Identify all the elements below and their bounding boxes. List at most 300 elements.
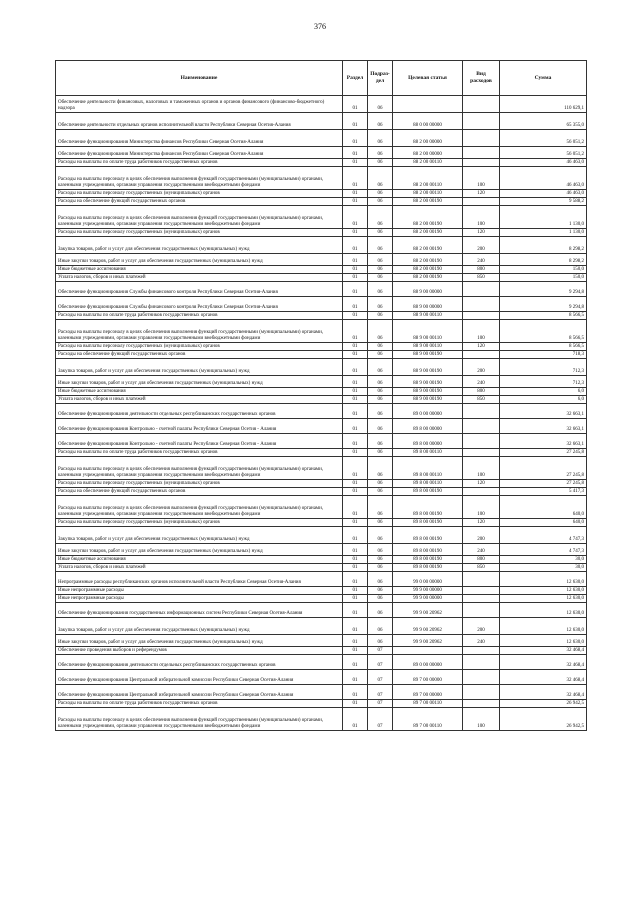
row-name: Расходы на обеспечение функций государственных органов [56, 198, 343, 206]
row-target: 89 0 00 00000 [393, 404, 463, 419]
row-name: Расходы на выплаты персоналу в целях обеспечения выполнения функций государственными (муниципальными) органами, казенными учреждениями, органами управления государственными внебюджетными фондами [56, 206, 343, 229]
row-target: 89 8 00 00190 [393, 488, 463, 496]
row-section: 01 [343, 96, 368, 113]
row-name: Обеспечение функционирования Контрольно - счетной палаты Республики Северная Осетия - Алания [56, 419, 343, 434]
row-subsection: 06 [368, 376, 393, 388]
row-exp-type [463, 113, 500, 130]
row-subsection: 07 [368, 700, 393, 708]
table-row [56, 618, 587, 635]
row-subsection: 06 [368, 396, 393, 404]
row-exp-type: 240 [463, 254, 500, 266]
table-row [56, 564, 587, 572]
row-target: 89 8 00 00190 [393, 496, 463, 519]
row-sum: 26 942,5 [500, 700, 587, 708]
row-section: 01 [343, 206, 368, 229]
row-target: 89 7 00 00000 [393, 685, 463, 700]
row-target: 88 2 00 00190 [393, 274, 463, 282]
row-subsection: 06 [368, 419, 393, 434]
row-sum: 4 747,3 [500, 527, 587, 544]
row-section: 01 [343, 167, 368, 190]
table-row [56, 708, 587, 731]
row-target: 88 9 00 00000 [393, 297, 463, 312]
row-section: 01 [343, 297, 368, 312]
row-section: 01 [343, 647, 368, 655]
row-section: 01 [343, 595, 368, 603]
row-exp-type: 200 [463, 618, 500, 635]
row-subsection: 06 [368, 480, 393, 488]
row-sum: 32 468,4 [500, 647, 587, 655]
row-subsection: 06 [368, 519, 393, 527]
row-section: 01 [343, 388, 368, 396]
row-name: Расходы на выплаты персоналу государственных (муниципальных) органов [56, 229, 343, 237]
row-sum: 9 588,2 [500, 198, 587, 206]
row-sum: 9 294,8 [500, 282, 587, 297]
row-section: 01 [343, 587, 368, 595]
row-target: 88 2 00 00190 [393, 266, 463, 274]
row-name: Расходы на обеспечение функций государственных органов [56, 351, 343, 359]
row-name: Уплата налогов, сборов и иных платежей [56, 274, 343, 282]
table-row [56, 190, 587, 198]
row-sum: 27 245,8 [500, 457, 587, 480]
row-name: Закупка товаров, работ и услуг для обеспечения государственных (муниципальных) нужд [56, 618, 343, 635]
row-exp-type [463, 404, 500, 419]
row-name: Расходы на выплаты персоналу государственных (муниципальных) органов [56, 343, 343, 351]
row-target: 99 0 00 00000 [393, 572, 463, 587]
row-exp-type: 100 [463, 496, 500, 519]
row-target: 88 9 00 00000 [393, 282, 463, 297]
row-section: 01 [343, 572, 368, 587]
row-sum: 12 630,0 [500, 587, 587, 595]
row-target [393, 96, 463, 113]
table-row [56, 274, 587, 282]
row-section: 01 [343, 708, 368, 731]
row-exp-type [463, 488, 500, 496]
budget-table [55, 60, 587, 731]
table-row [56, 544, 587, 556]
row-exp-type: 200 [463, 359, 500, 376]
row-sum: 6,0 [500, 388, 587, 396]
row-sum: 12 630,0 [500, 603, 587, 618]
row-subsection: 06 [368, 587, 393, 595]
row-target: 99 9 00 20962 [393, 618, 463, 635]
row-section: 01 [343, 618, 368, 635]
row-name: Иные закупки товаров, работ и услуг для обеспечения государственных (муниципальных) нужд [56, 544, 343, 556]
table-row [56, 297, 587, 312]
row-subsection: 06 [368, 198, 393, 206]
row-exp-type: 800 [463, 556, 500, 564]
row-exp-type: 850 [463, 396, 500, 404]
row-sum: 32 663,1 [500, 404, 587, 419]
row-target: 88 9 00 00190 [393, 396, 463, 404]
table-row [56, 700, 587, 708]
row-subsection: 06 [368, 388, 393, 396]
row-exp-type [463, 647, 500, 655]
table-row [56, 198, 587, 206]
row-subsection: 06 [368, 312, 393, 320]
row-name: Обеспечение деятельности финансовых, налоговых и таможенных органов и органов финансового (финансово-бюджетного) надзора [56, 96, 343, 113]
row-target: 89 8 00 00110 [393, 480, 463, 488]
table-row [56, 282, 587, 297]
row-name: Расходы на обеспечение функций государственных органов [56, 488, 343, 496]
row-target: 88 9 00 00190 [393, 351, 463, 359]
row-subsection: 06 [368, 167, 393, 190]
row-sum: 27 245,8 [500, 449, 587, 457]
row-section: 01 [343, 376, 368, 388]
table-row [56, 159, 587, 167]
row-target: 88 9 00 00190 [393, 388, 463, 396]
row-name: Иные бюджетные ассигнования [56, 556, 343, 564]
table-row [56, 320, 587, 343]
row-section: 01 [343, 282, 368, 297]
row-subsection: 06 [368, 572, 393, 587]
row-sum: 30,0 [500, 556, 587, 564]
row-exp-type: 100 [463, 457, 500, 480]
row-name: Иные непрограммные расходы [56, 595, 343, 603]
table-row [56, 647, 587, 655]
row-target: 99 9 00 00000 [393, 587, 463, 595]
row-name: Расходы на выплаты персоналу государственных (муниципальных) органов [56, 190, 343, 198]
row-target: 89 8 00 00110 [393, 449, 463, 457]
row-section: 01 [343, 685, 368, 700]
row-sum: 32 468,4 [500, 655, 587, 670]
row-target: 99 9 00 00000 [393, 595, 463, 603]
row-target: 89 7 00 00000 [393, 670, 463, 685]
row-subsection: 06 [368, 282, 393, 297]
row-exp-type [463, 655, 500, 670]
row-exp-type: 240 [463, 635, 500, 647]
row-sum: 12 630,0 [500, 595, 587, 603]
table-row [56, 670, 587, 685]
row-section: 01 [343, 635, 368, 647]
row-subsection: 07 [368, 670, 393, 685]
row-subsection: 06 [368, 320, 393, 343]
row-target: 88 9 00 00110 [393, 343, 463, 351]
row-exp-type: 240 [463, 544, 500, 556]
row-section: 01 [343, 130, 368, 147]
row-target: 88 2 00 00000 [393, 130, 463, 147]
row-section: 01 [343, 343, 368, 351]
row-section: 01 [343, 655, 368, 670]
header-name: Наименование [56, 61, 343, 96]
row-sum: 4 747,3 [500, 544, 587, 556]
table-row [56, 685, 587, 700]
table-row [56, 237, 587, 254]
table-row [56, 351, 587, 359]
row-section: 01 [343, 449, 368, 457]
table-header-row [56, 61, 587, 96]
table-row [56, 396, 587, 404]
row-sum: 640,0 [500, 496, 587, 519]
row-name: Обеспечение проведения выборов и референдумов [56, 647, 343, 655]
row-target: 89 8 00 00190 [393, 556, 463, 564]
row-target: 89 7 00 00110 [393, 708, 463, 731]
row-section: 01 [343, 434, 368, 449]
table-row [56, 488, 587, 496]
table-row [56, 496, 587, 519]
row-name: Расходы на выплаты по оплате труда работников государственных органов [56, 312, 343, 320]
row-section: 01 [343, 190, 368, 198]
row-sum: 8 566,5 [500, 343, 587, 351]
row-name: Иные закупки товаров, работ и услуг для обеспечения государственных (муниципальных) нужд [56, 635, 343, 647]
row-exp-type [463, 434, 500, 449]
row-section: 01 [343, 544, 368, 556]
row-subsection: 06 [368, 343, 393, 351]
row-subsection: 06 [368, 297, 393, 312]
row-subsection: 06 [368, 274, 393, 282]
table-row [56, 359, 587, 376]
row-sum: 46 463,0 [500, 159, 587, 167]
row-exp-type [463, 297, 500, 312]
row-sum: 1 130,0 [500, 206, 587, 229]
row-name: Иные бюджетные ассигнования [56, 266, 343, 274]
row-name: Обеспечение функционирования государственных информационных систем Республики Северная Осетия-Алания [56, 603, 343, 618]
row-sum: 27 245,8 [500, 480, 587, 488]
row-sum: 8 298,2 [500, 237, 587, 254]
row-sum: 8 298,2 [500, 254, 587, 266]
row-sum: 640,0 [500, 519, 587, 527]
table-row [56, 449, 587, 457]
row-target: 88 2 00 00190 [393, 198, 463, 206]
row-exp-type [463, 685, 500, 700]
row-name: Обеспечение функционирования деятельности отдельных республиканских государственных органов [56, 404, 343, 419]
row-target: 89 8 00 00190 [393, 527, 463, 544]
row-section: 01 [343, 396, 368, 404]
page-number: 376 [314, 22, 326, 31]
row-section: 01 [343, 527, 368, 544]
table-row [56, 388, 587, 396]
header-subsection: Подраз-дел [368, 61, 393, 96]
row-target: 89 8 00 00000 [393, 419, 463, 434]
row-sum: 12 630,0 [500, 618, 587, 635]
row-section: 01 [343, 159, 368, 167]
row-section: 01 [343, 274, 368, 282]
table-row [56, 480, 587, 488]
row-exp-type [463, 670, 500, 685]
row-exp-type [463, 595, 500, 603]
row-exp-type [463, 603, 500, 618]
row-exp-type: 100 [463, 167, 500, 190]
row-subsection: 06 [368, 595, 393, 603]
row-section: 01 [343, 254, 368, 266]
row-name: Иные закупки товаров, работ и услуг для обеспечения государственных (муниципальных) нужд [56, 254, 343, 266]
row-sum: 5 417,3 [500, 488, 587, 496]
table-row [56, 434, 587, 449]
table-row [56, 254, 587, 266]
row-section: 01 [343, 564, 368, 572]
table-row [56, 603, 587, 618]
row-target: 89 8 00 00000 [393, 434, 463, 449]
row-target: 88 9 00 00190 [393, 359, 463, 376]
row-exp-type [463, 96, 500, 113]
row-name: Расходы на выплаты персоналу в целях обеспечения выполнения функций государственными (муниципальными) органами, казенными учреждениями, органами управления государственными внебюджетными фондами [56, 708, 343, 731]
row-exp-type [463, 130, 500, 147]
row-exp-type [463, 351, 500, 359]
row-section: 01 [343, 351, 368, 359]
row-exp-type: 200 [463, 237, 500, 254]
row-section: 01 [343, 320, 368, 343]
row-subsection: 06 [368, 527, 393, 544]
row-section: 01 [343, 359, 368, 376]
row-target [393, 647, 463, 655]
row-name: Расходы на выплаты по оплате труда работников государственных органов [56, 700, 343, 708]
header-sum: Сумма [500, 61, 587, 96]
row-subsection: 06 [368, 449, 393, 457]
row-exp-type: 850 [463, 564, 500, 572]
row-sum: 56 051,2 [500, 130, 587, 147]
row-target: 99 9 00 20962 [393, 635, 463, 647]
row-exp-type: 100 [463, 708, 500, 731]
row-section: 01 [343, 457, 368, 480]
row-sum: 9 294,8 [500, 297, 587, 312]
table-row [56, 556, 587, 564]
row-subsection: 06 [368, 556, 393, 564]
table-row [56, 312, 587, 320]
row-sum: 32 663,1 [500, 434, 587, 449]
row-sum: 30,0 [500, 564, 587, 572]
row-name: Закупка товаров, работ и услуг для обеспечения государственных (муниципальных) нужд [56, 527, 343, 544]
table-row [56, 519, 587, 527]
row-name: Обеспечение функционирования Центральной избирательной комиссии Республики Северная Осетия-Алания [56, 685, 343, 700]
row-section: 01 [343, 670, 368, 685]
table-row [56, 229, 587, 237]
row-target: 88 9 00 00110 [393, 320, 463, 343]
row-sum: 8 566,5 [500, 312, 587, 320]
row-name: Обеспечение функционирования деятельности отдельных республиканских государственных органов [56, 655, 343, 670]
row-name: Обеспечение функционирования Службы финансового контроля Республики Северная Осетия-Алания [56, 297, 343, 312]
row-subsection: 06 [368, 488, 393, 496]
row-target: 88 9 00 00110 [393, 312, 463, 320]
row-target: 89 8 00 00190 [393, 544, 463, 556]
row-target: 89 8 00 00190 [393, 519, 463, 527]
row-exp-type: 120 [463, 343, 500, 351]
row-exp-type [463, 159, 500, 167]
row-name: Расходы на выплаты по оплате труда работников государственных органов [56, 159, 343, 167]
row-exp-type [463, 449, 500, 457]
row-name: Расходы на выплаты персоналу в целях обеспечения выполнения функций государственными (муниципальными) органами, казенными учреждениями, органами управления государственными внебюджетными фондами [56, 457, 343, 480]
row-name: Уплата налогов, сборов и иных платежей [56, 564, 343, 572]
row-sum: 1 130,0 [500, 229, 587, 237]
row-exp-type [463, 198, 500, 206]
table-row [56, 376, 587, 388]
row-name: Иные бюджетные ассигнования [56, 388, 343, 396]
row-section: 01 [343, 237, 368, 254]
row-subsection: 07 [368, 685, 393, 700]
row-name: Расходы на выплаты персоналу в целях обеспечения выполнения функций государственными (муниципальными) органами, казенными учреждениями, органами управления государственными внебюджетными фондами [56, 167, 343, 190]
row-exp-type: 200 [463, 527, 500, 544]
row-subsection: 06 [368, 206, 393, 229]
row-exp-type: 850 [463, 274, 500, 282]
row-target: 88 2 00 00190 [393, 229, 463, 237]
row-subsection: 06 [368, 564, 393, 572]
row-section: 01 [343, 113, 368, 130]
row-subsection: 06 [368, 359, 393, 376]
row-name: Непрограммные расходы республиканских органов исполнительной власти Республики Северная Осетия-Алания [56, 572, 343, 587]
row-subsection: 06 [368, 351, 393, 359]
row-name: Закупка товаров, работ и услуг для обеспечения государственных (муниципальных) нужд [56, 237, 343, 254]
table-row [56, 266, 587, 274]
row-exp-type: 120 [463, 190, 500, 198]
row-name: Расходы на выплаты персоналу государственных (муниципальных) органов [56, 519, 343, 527]
table-row [56, 96, 587, 113]
row-exp-type [463, 147, 500, 159]
row-name: Закупка товаров, работ и услуг для обеспечения государственных (муниципальных) нужд [56, 359, 343, 376]
table-row [56, 457, 587, 480]
row-target: 88 9 00 00190 [393, 376, 463, 388]
row-subsection: 07 [368, 647, 393, 655]
table-row [56, 527, 587, 544]
row-target: 88 2 00 00190 [393, 237, 463, 254]
row-section: 01 [343, 312, 368, 320]
row-name: Иные закупки товаров, работ и услуг для обеспечения государственных (муниципальных) нужд [56, 376, 343, 388]
row-exp-type: 100 [463, 320, 500, 343]
row-section: 01 [343, 488, 368, 496]
table-row [56, 419, 587, 434]
table-row [56, 572, 587, 587]
row-subsection: 06 [368, 130, 393, 147]
table-row [56, 130, 587, 147]
row-target: 88 0 00 00000 [393, 113, 463, 130]
row-section: 01 [343, 266, 368, 274]
row-sum: 8 566,5 [500, 320, 587, 343]
row-target: 88 2 00 00110 [393, 190, 463, 198]
row-sum: 150,0 [500, 266, 587, 274]
row-sum: 46 463,0 [500, 167, 587, 190]
row-section: 01 [343, 556, 368, 564]
table-row [56, 343, 587, 351]
table-row [56, 113, 587, 130]
row-name: Обеспечение функционирования Контрольно - счетной палаты Республики Северная Осетия - Алания [56, 434, 343, 449]
row-target: 88 2 00 00190 [393, 254, 463, 266]
row-sum: 712,3 [500, 376, 587, 388]
row-subsection: 07 [368, 708, 393, 731]
row-subsection: 06 [368, 434, 393, 449]
row-section: 01 [343, 480, 368, 488]
table-row [56, 167, 587, 190]
row-name: Обеспечение функционирования Министерства финансов Республики Северная Осетия-Алания [56, 130, 343, 147]
row-subsection: 06 [368, 229, 393, 237]
table-row [56, 147, 587, 159]
row-sum: 46 463,0 [500, 190, 587, 198]
row-target: 89 0 00 00000 [393, 655, 463, 670]
table-row [56, 595, 587, 603]
row-subsection: 06 [368, 404, 393, 419]
row-sum: 718,3 [500, 351, 587, 359]
row-subsection: 06 [368, 237, 393, 254]
row-subsection: 06 [368, 603, 393, 618]
row-exp-type [463, 419, 500, 434]
row-exp-type: 100 [463, 206, 500, 229]
row-subsection: 06 [368, 190, 393, 198]
row-name: Уплата налогов, сборов и иных платежей [56, 396, 343, 404]
row-name: Обеспечение функционирования Службы финансового контроля Республики Северная Осетия-Алания [56, 282, 343, 297]
row-subsection: 06 [368, 618, 393, 635]
row-subsection: 06 [368, 147, 393, 159]
row-target: 99 9 00 20962 [393, 603, 463, 618]
row-name: Расходы на выплаты персоналу в целях обеспечения выполнения функций государственными (муниципальными) органами, казенными учреждениями, органами управления государственными внебюджетными фондами [56, 320, 343, 343]
row-target: 88 2 00 00110 [393, 159, 463, 167]
row-sum: 56 051,2 [500, 147, 587, 159]
row-exp-type [463, 572, 500, 587]
header-section: Раздел [343, 61, 368, 96]
row-subsection: 06 [368, 266, 393, 274]
row-subsection: 07 [368, 655, 393, 670]
row-sum: 6,0 [500, 396, 587, 404]
row-section: 01 [343, 603, 368, 618]
row-section: 01 [343, 198, 368, 206]
table-row [56, 635, 587, 647]
row-section: 01 [343, 229, 368, 237]
row-target: 89 7 00 00110 [393, 700, 463, 708]
